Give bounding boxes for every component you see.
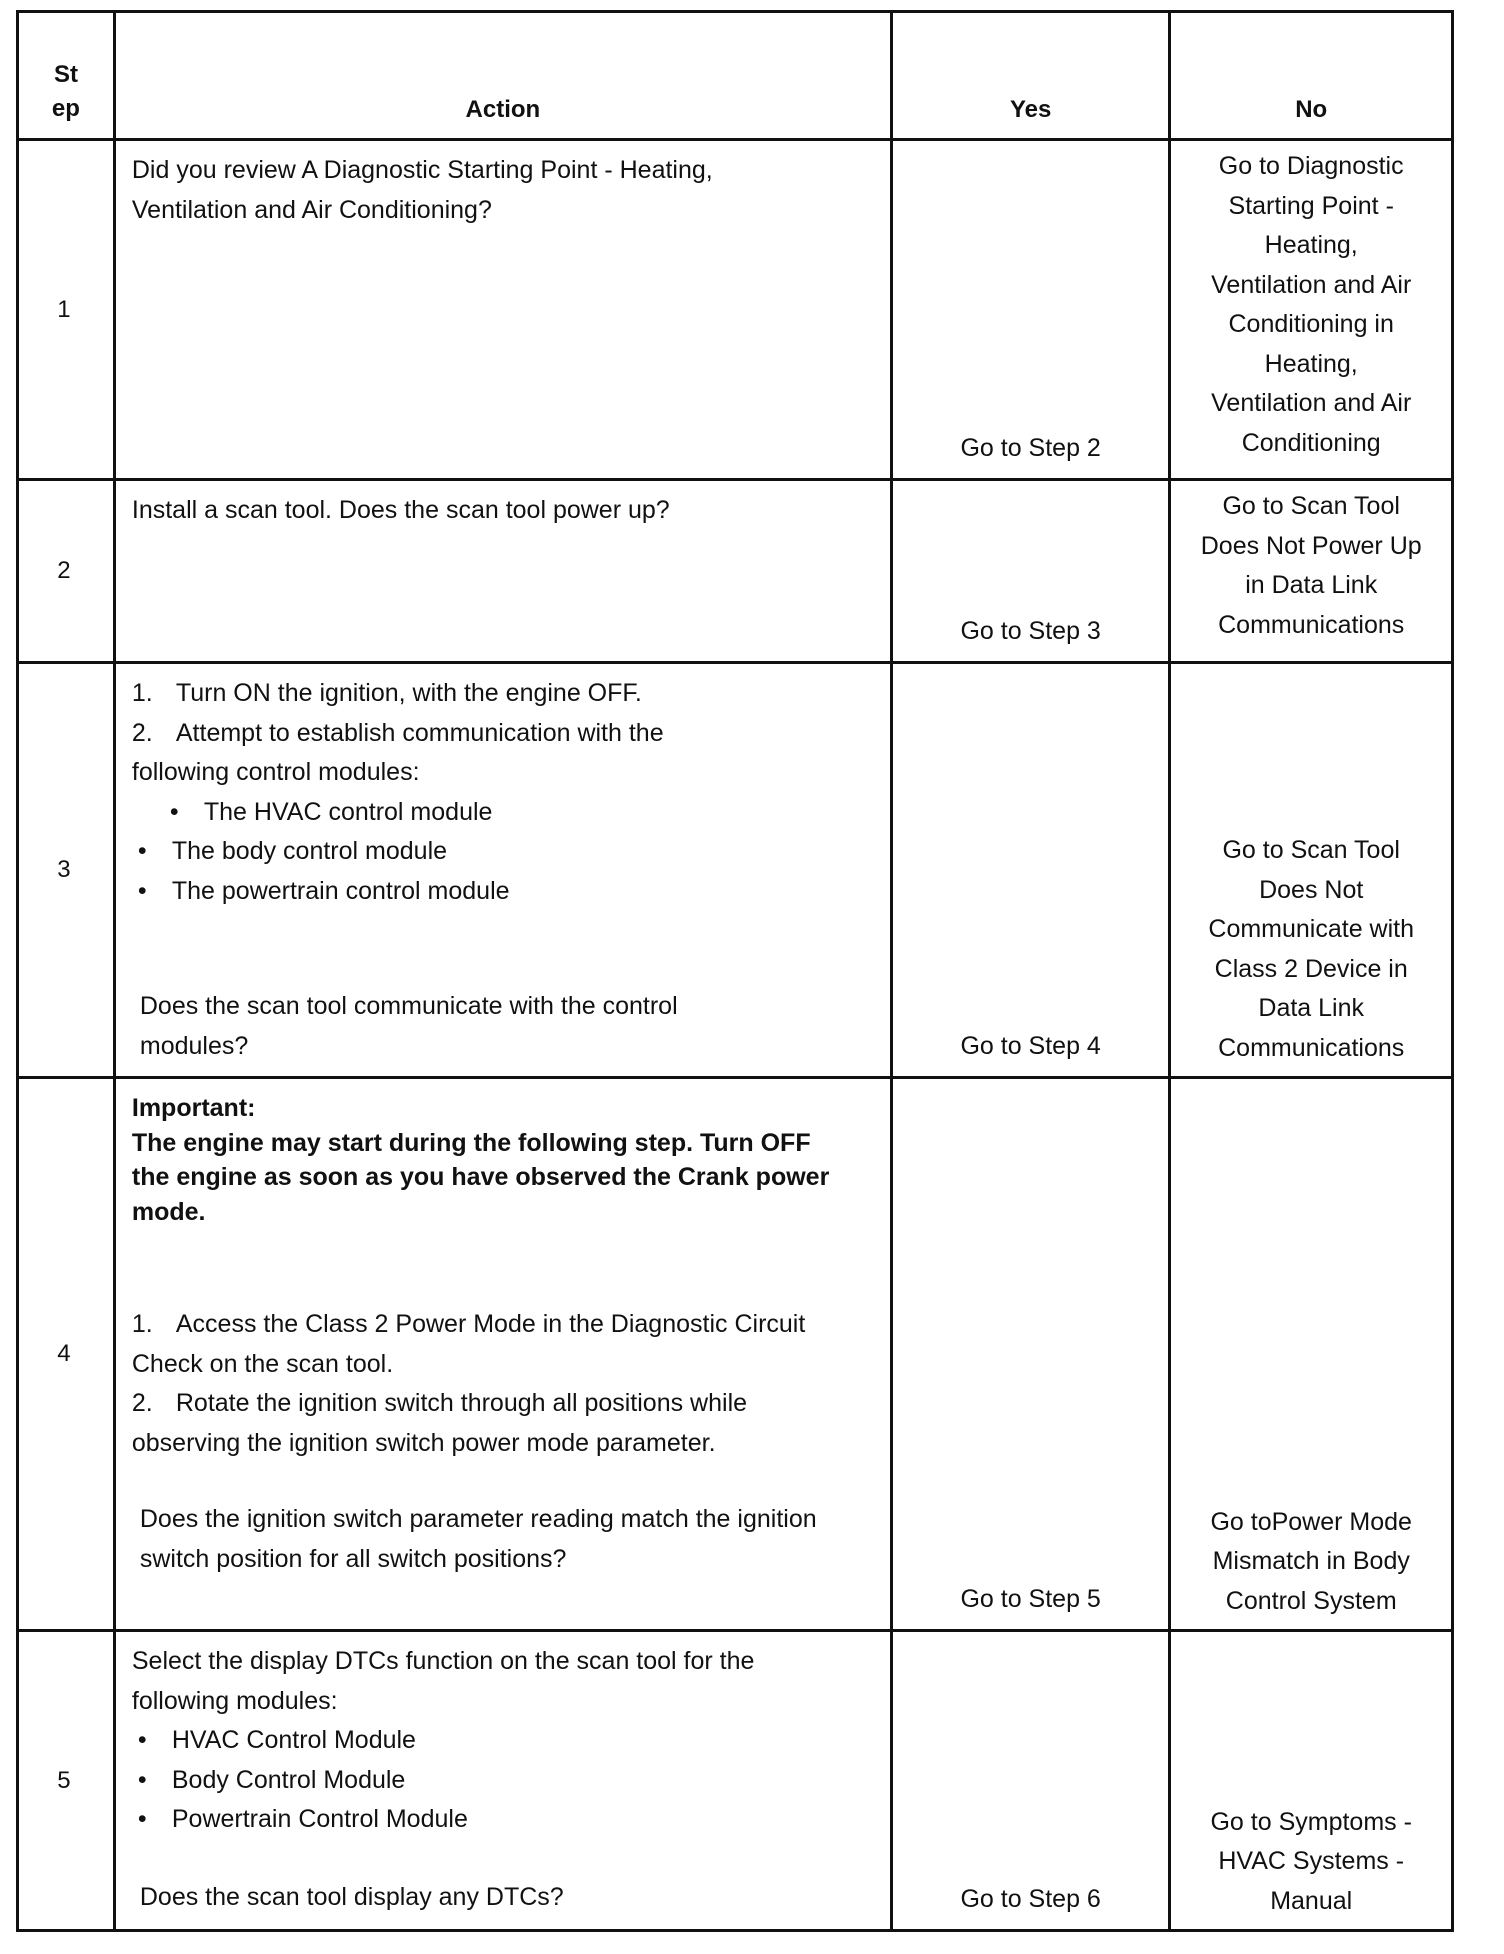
header-row <box>18 12 1453 140</box>
step-number: 3 <box>18 663 115 1078</box>
yes-cell: Go to Step 4 <box>891 663 1170 1078</box>
action-cell <box>114 1078 891 1631</box>
action-question: Does the scan tool display any DTCs? <box>139 1882 564 1911</box>
table-row <box>18 1631 1453 1931</box>
list-item: 1. Turn ON the ignition, with the engine OFF. <box>131 679 642 707</box>
header-step: St ep <box>18 12 115 140</box>
list-item: 2. Rotate the ignition switch through all positions while observing the ignition switch power mode parameter. <box>131 1389 748 1457</box>
action-cell <box>114 140 891 480</box>
table-row <box>18 140 1453 480</box>
no-cell: Go to Scan Tool Does Not Power Up in Data Link Communications <box>1170 480 1453 663</box>
bullet-item: • The body control module <box>132 832 878 872</box>
step-number: 1 <box>18 140 115 480</box>
no-cell: Go to Diagnostic Starting Point - Heating, Ventilation and Air Conditioning in Heating, Ventilation and Air Conditioning <box>1170 140 1453 480</box>
action-cell <box>114 663 891 1078</box>
yes-cell: Go to Step 3 <box>891 480 1170 663</box>
header-action: Action <box>114 12 891 140</box>
header-yes: Yes <box>891 12 1170 140</box>
yes-cell: Go to Step 6 <box>891 1631 1170 1931</box>
bullet-item: • Powertrain Control Module <box>132 1800 878 1840</box>
action-text: Install a scan tool. Does the scan tool power up? <box>131 496 670 524</box>
step-number: 2 <box>18 480 115 663</box>
action-text: Select the display DTCs function on the scan tool for the following modules: <box>131 1647 755 1715</box>
yes-cell: Go to Step 5 <box>891 1078 1170 1631</box>
header-no: No <box>1170 12 1453 140</box>
important-text: The engine may start during the following step. Turn OFF the engine as soon as you have observed the Crank power mode. <box>131 1128 830 1226</box>
no-cell: Go to Symptoms - HVAC Systems - Manual <box>1170 1631 1453 1931</box>
no-cell: Go to Scan Tool Does Not Communicate with Class 2 Device in Data Link Communications <box>1170 663 1453 1078</box>
bullet-item: • The HVAC control module <box>132 793 878 833</box>
action-question: Does the scan tool communicate with the control modules? <box>139 992 678 1060</box>
bullet-item: • HVAC Control Module <box>132 1721 878 1761</box>
action-cell <box>114 1631 891 1931</box>
list-item: 1. Access the Class 2 Power Mode in the Diagnostic Circuit Check on the scan tool. <box>131 1310 806 1378</box>
action-cell <box>114 480 891 663</box>
action-question: Does the ignition switch parameter reading match the ignition switch position for all switch positions? <box>139 1505 817 1573</box>
bullet-item: • Body Control Module <box>132 1761 878 1801</box>
list-item: 2. Attempt to establish communication with the following control modules: <box>131 718 664 786</box>
step-number: 4 <box>18 1078 115 1631</box>
action-text: Did you review A Diagnostic Starting Point - Heating, Ventilation and Air Conditioning? <box>131 156 713 224</box>
table-row <box>18 663 1453 1078</box>
important-title: Important: <box>131 1094 256 1122</box>
yes-cell: Go to Step 2 <box>891 140 1170 480</box>
table-row <box>18 480 1453 663</box>
step-number: 5 <box>18 1631 115 1931</box>
diagnostic-table <box>16 10 1454 1932</box>
no-cell: Go toPower Mode Mismatch in Body Control System <box>1170 1078 1453 1631</box>
bullet-item: • The powertrain control module <box>132 872 878 912</box>
table-row <box>18 1078 1453 1631</box>
